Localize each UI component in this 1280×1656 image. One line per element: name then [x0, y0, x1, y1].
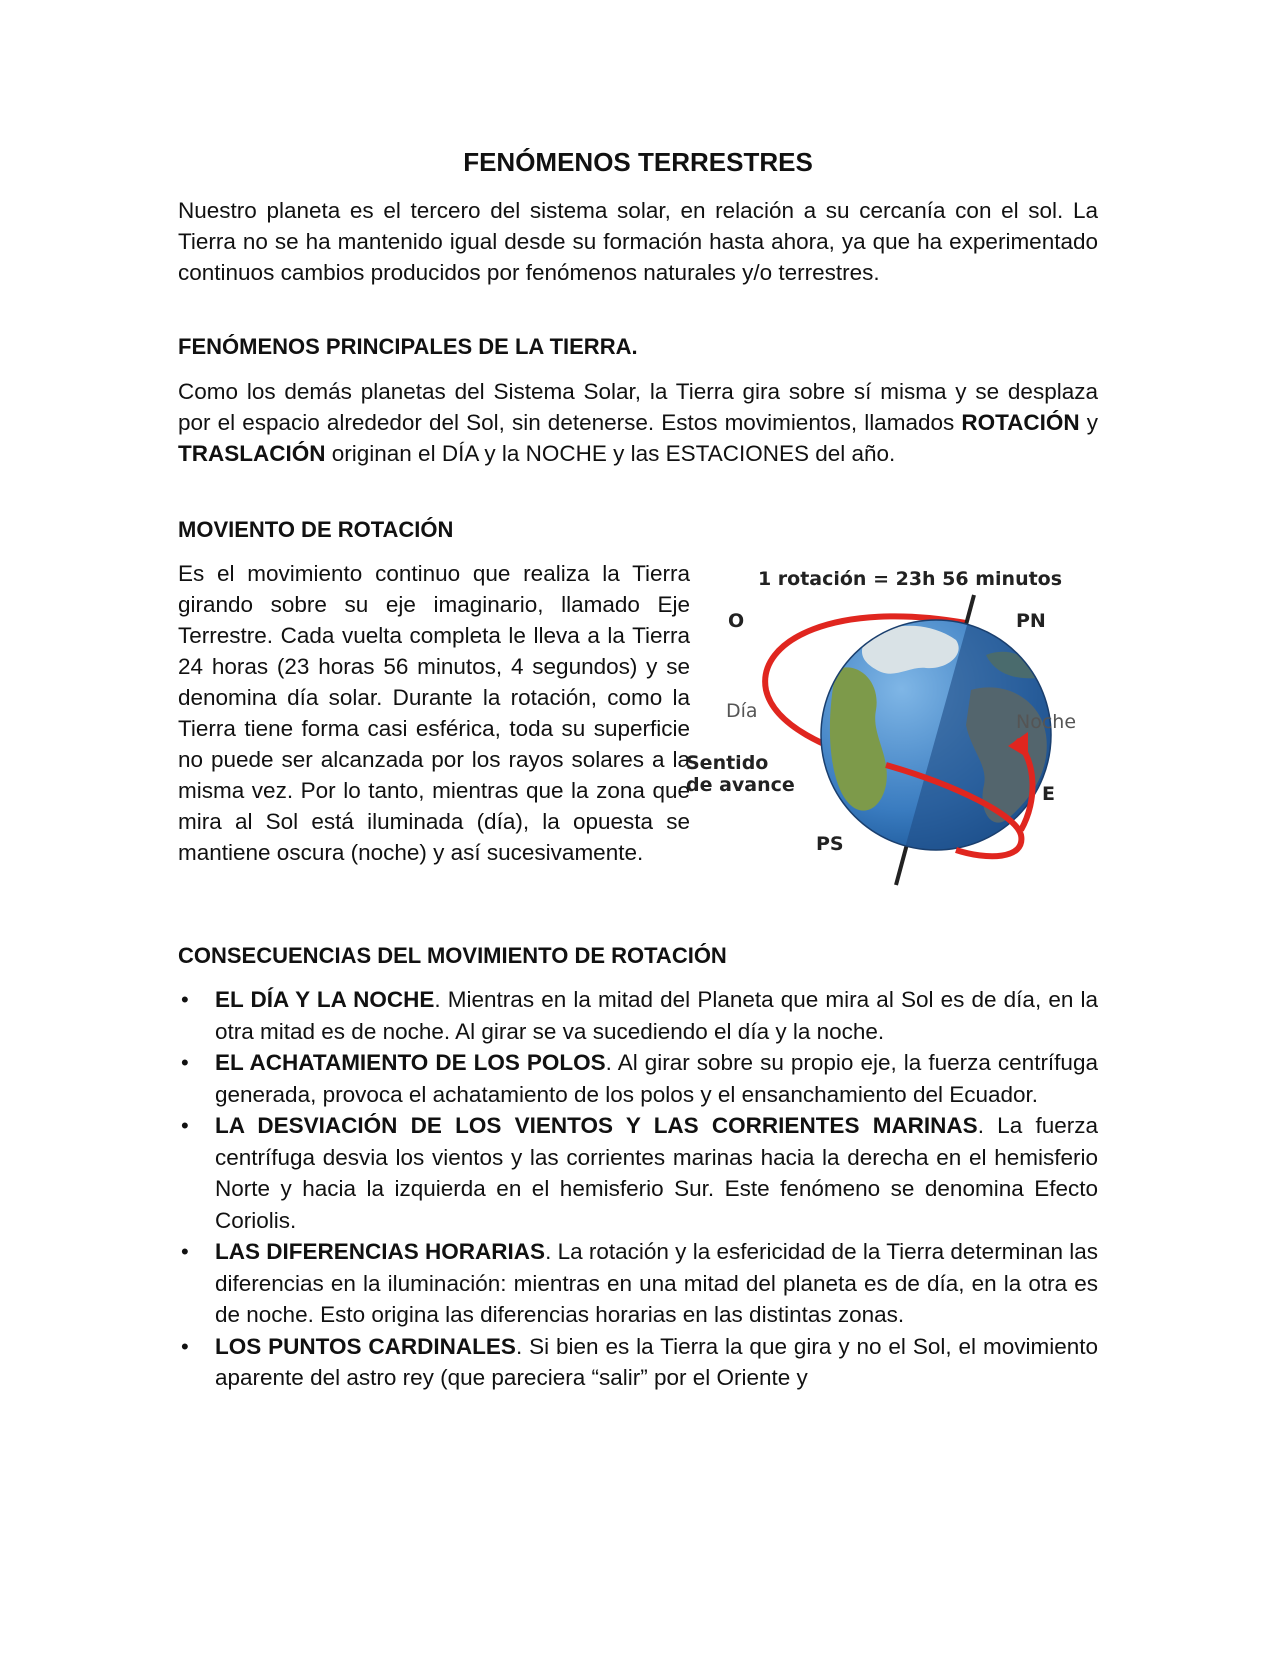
item-title: LA DESVIACIÓN DE LOS VIENTOS Y LAS CORRIENTES MARINAS — [215, 1113, 978, 1138]
intro-paragraph: Nuestro planeta es el tercero del sistema solar, en relación a su cercanía con el sol. La Tierra no se ha mantenido igual desde su formación hasta ahora, ya que ha experimentado continuos cambios producidos por fenómenos naturales y/o terrestres. — [178, 198, 1098, 285]
consecuencias-list — [178, 984, 1098, 1394]
list-item — [178, 1110, 1098, 1236]
bullet-icon: • — [181, 1050, 189, 1075]
item-text: . Mientras en la mitad del Planeta que mira al Sol es de día, en la otra mitad es de noche. Al girar se va sucediendo el día y la noche. — [215, 987, 1098, 1044]
label-dia: Día — [726, 700, 758, 722]
page-title: FENÓMENOS TERRESTRES — [463, 147, 813, 177]
principales-paragraph — [178, 376, 1098, 469]
item-text: . La fuerza centrífuga desvia los vientos y las corrientes marinas hacia la derecha en el hemisferio Norte y hacia la izquierda en el hemisferio Sur. Este fenómeno se denomina Efecto Coriolis. — [215, 1113, 1098, 1233]
label-este: E — [1042, 783, 1055, 805]
list-item — [178, 1236, 1098, 1331]
list-item — [178, 1331, 1098, 1394]
label-sentido-1: Sentido — [686, 752, 769, 774]
bullet-icon: • — [181, 1113, 189, 1138]
item-title: LAS DIFERENCIAS HORARIAS — [215, 1239, 546, 1264]
item-text: . La rotación y la esfericidad de la Tierra determinan las diferencias en la iluminación: mientras en una mitad del planeta es de día, en la otra es de noche. Esto origina las diferencias horarias en las distintas zonas. — [215, 1239, 1098, 1327]
label-polo-sur: PS — [816, 833, 844, 855]
item-text: . Al girar sobre su propio eje, la fuerza centrífuga generada, provoca el achatamiento de los polos y el ensanchamiento del Ecuador. — [215, 1050, 1098, 1107]
globe — [821, 600, 1076, 880]
heading-principales: FENÓMENOS PRINCIPALES DE LA TIERRA. — [178, 334, 638, 359]
rotacion-paragraph: Es el movimiento continuo que realiza la Tierra girando sobre su eje imaginario, llamado Eje Terrestre. Cada vuelta completa le lleva a la Tierra 24 horas (23 horas 56 minutos, 4 segundos) y se denomina día solar. Durante la rotación, como la Tierra tiene forma casi esférica, toda su superficie no puede ser alcanzada por los rayos solares a la misma vez. Por lo tanto, mientras que la zona que mira al Sol está iluminada (día), la opuesta se mantiene oscura (noche) y así sucesivamente. — [178, 561, 690, 865]
heading-rotacion: MOVIENTO DE ROTACIÓN — [178, 517, 454, 542]
label-noche: Noche — [1016, 711, 1077, 733]
item-text: . Si bien es la Tierra la que gira y no el Sol, el movimiento aparente del astro rey (que pareciera “salir” por el Oriente y — [215, 1333, 1098, 1390]
bullet-icon: • — [181, 987, 189, 1012]
principales-text-after: originan el DÍA y la NOCHE y las ESTACIONES del año. — [325, 441, 896, 466]
item-title: LOS PUNTOS CARDINALES — [215, 1333, 516, 1359]
item-title: EL ACHATAMIENTO DE LOS POLOS — [215, 1050, 606, 1075]
heading-consecuencias: CONSECUENCIAS DEL MOVIMIENTO DE ROTACIÓN — [178, 943, 727, 968]
list-item — [178, 984, 1098, 1047]
rotacion-term: ROTACIÓN — [961, 410, 1080, 435]
earth-rotation-figure — [686, 560, 1128, 900]
figure-caption: 1 rotación = 23h 56 minutos — [757, 568, 1063, 590]
list-item — [178, 1047, 1098, 1110]
label-polo-norte: PN — [1016, 610, 1046, 632]
earth-rotation-diagram — [686, 560, 1128, 900]
principales-text-before: Como los demás planetas del Sistema Solar, la Tierra gira sobre sí misma y se desplaza por el espacio alrededor del Sol, sin detenerse. Estos movimientos, llamados — [178, 379, 1098, 435]
item-title: EL DÍA Y LA NOCHE — [215, 987, 435, 1012]
principales-text-mid: y — [1079, 410, 1098, 435]
bullet-icon: • — [181, 1333, 189, 1359]
label-oeste: O — [728, 610, 745, 632]
bullet-icon: • — [181, 1239, 189, 1264]
traslacion-term: TRASLACIÓN — [178, 441, 326, 466]
label-sentido-2: de avance — [686, 774, 795, 796]
